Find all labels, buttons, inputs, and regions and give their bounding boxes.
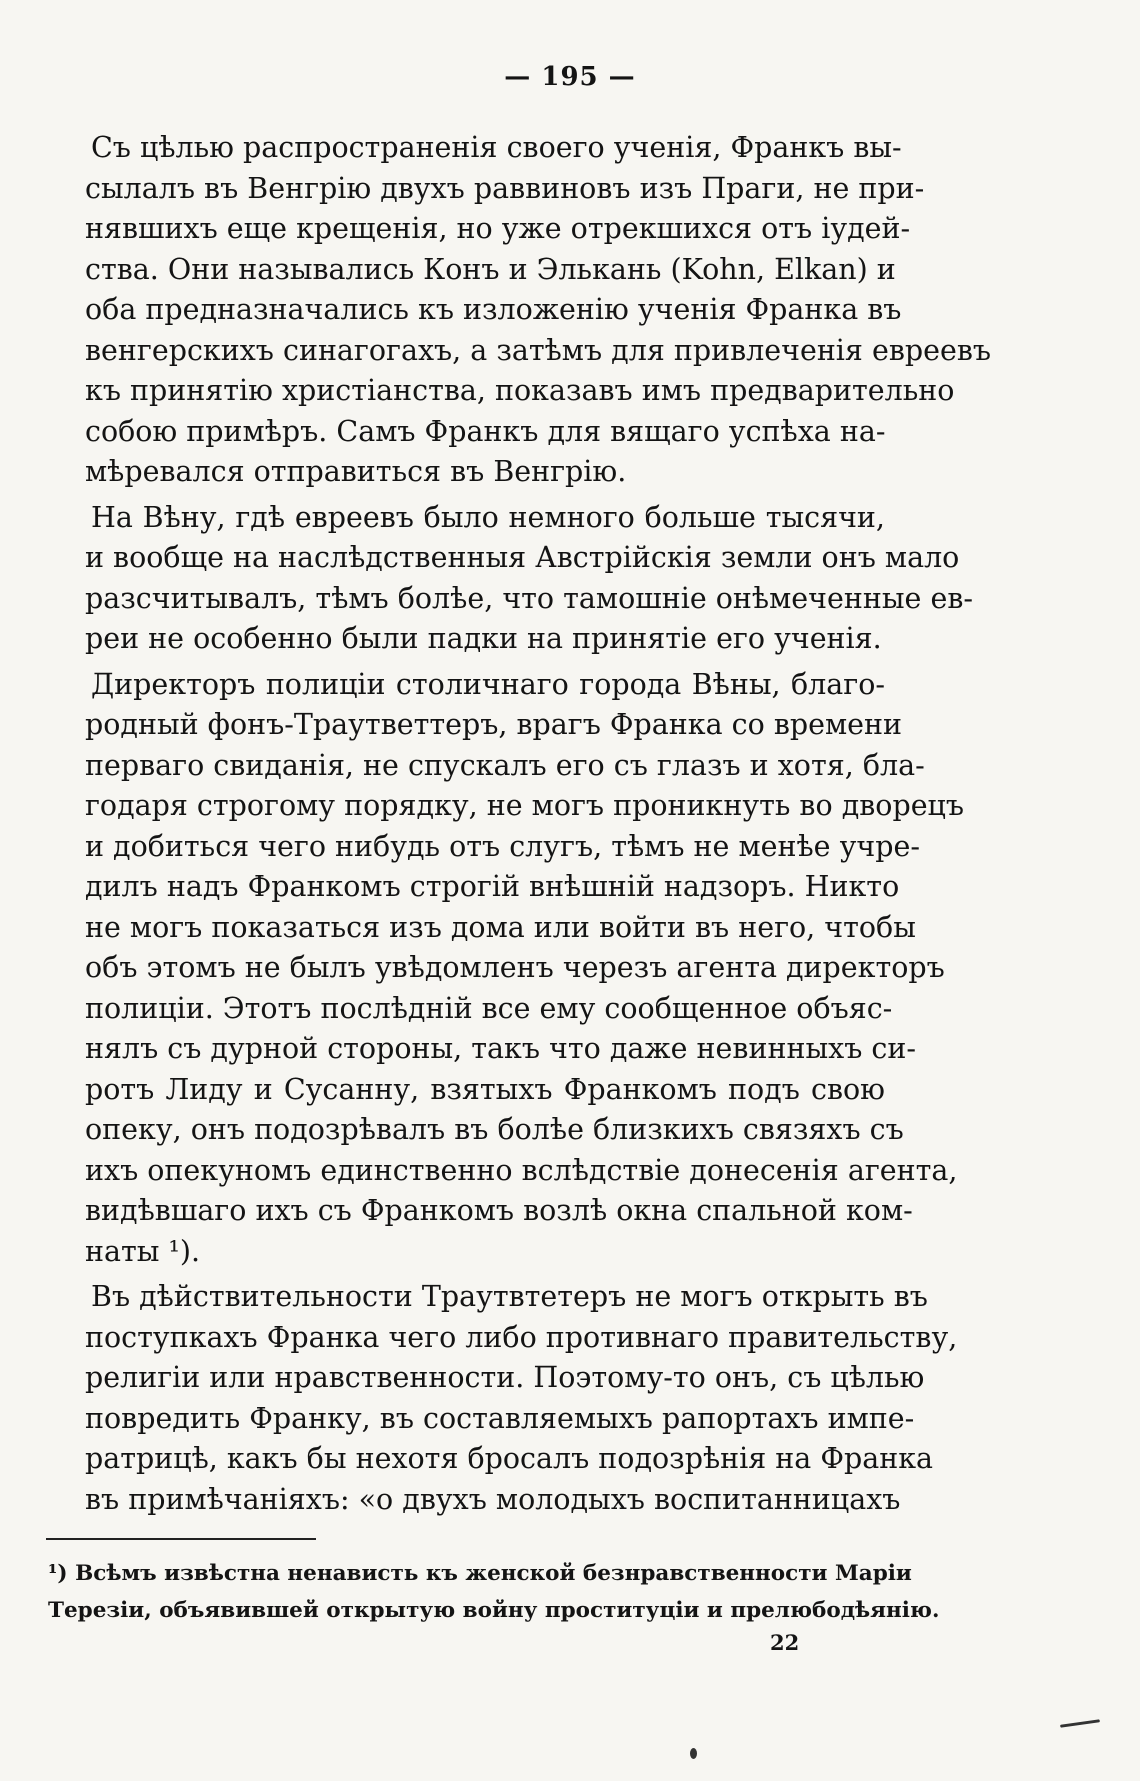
footnote-line: Терезіи, объявившей открытую войну проституціи и прелюбодѣянію.: [48, 1598, 940, 1623]
ink-speck: [690, 1748, 697, 1759]
text-line: На Вѣну, гдѣ евреевъ было немного больше тысячи,: [91, 500, 885, 534]
text-line: дилъ надъ Франкомъ строгій внѣшній надзоръ. Никто: [85, 870, 900, 903]
text-line: Директоръ полиціи столичнаго города Вѣны, благо-: [91, 667, 885, 701]
text-line: ратрицѣ, какъ бы нехотя бросалъ подозрѣнія на Франка: [85, 1442, 934, 1475]
text-line: полиціи. Этотъ послѣдній все ему сообщенное объяс-: [85, 991, 893, 1025]
footnote-marker: ¹): [48, 1561, 68, 1586]
text-line: ства. Они назывались Конъ и Элькань (Kohn, Elkan) и: [85, 252, 896, 286]
text-line: Съ цѣлью распространенія своего ученія, Франкъ вы-: [91, 131, 902, 164]
text-line: опеку, онъ подозрѣвалъ въ болѣе близкихъ связяхъ съ: [85, 1113, 904, 1146]
text-line: венгерскихъ синагогахъ, а затѣмъ для привлеченія евреевъ: [85, 333, 992, 367]
text-line: оба предназначались къ изложенію ученія Франка въ: [85, 293, 902, 326]
footnote: [48, 1555, 940, 1629]
text-line: повредить Франку, въ составляемыхъ рапортахъ импе-: [85, 1401, 915, 1435]
footnote-rule: [46, 1538, 316, 1540]
footnote-line: [48, 1555, 912, 1592]
signature-mark: 22: [770, 1630, 800, 1655]
text-line: въ примѣчаніяхъ: «о двухъ молодыхъ воспитанницахъ: [85, 1482, 901, 1516]
text-line: мѣревался отправиться въ Венгрію.: [85, 455, 627, 488]
text-line: сылалъ въ Венгрію двухъ раввиновъ изъ Праги, не при-: [85, 171, 925, 205]
text-line: нялъ съ дурной стороны, такъ что даже невинныхъ си-: [85, 1032, 916, 1065]
text-line: ротъ Лиду и Сусанну, взятыхъ Франкомъ подъ свою: [85, 1072, 885, 1106]
text-line: къ принятію христіанства, показавъ имъ предварительно: [85, 374, 955, 407]
ink-speck: [1060, 1719, 1100, 1728]
text-line: годаря строгому порядку, не могъ проникнуть во дворецъ: [85, 789, 965, 822]
text-line: не могъ показаться изъ дома или войти въ него, чтобы: [85, 910, 916, 944]
text-line: поступкахъ Франка чего либо противнаго правительству,: [85, 1320, 958, 1354]
text-line: религіи или нравственности. Поэтому-то онъ, съ цѣлью: [85, 1361, 925, 1394]
text-line: Въ дѣйствительности Траутвтетеръ не могъ открыть въ: [91, 1280, 928, 1313]
text-line: и добиться чего нибудь отъ слугъ, тѣмъ не менѣе учре-: [85, 829, 920, 863]
text-line: собою примѣръ. Самъ Франкъ для вящаго успѣха на-: [85, 414, 886, 448]
body-text: [85, 128, 992, 1520]
text-line: наты ¹).: [85, 1234, 201, 1268]
text-line: перваго свиданія, не спускалъ его съ глазъ и хотя, бла-: [85, 748, 925, 782]
text-line: родный фонъ-Траутветтеръ, врагъ Франка со времени: [85, 708, 903, 741]
footnote-text: Всѣмъ извѣстна ненависть къ женской безнравственности Маріи: [75, 1561, 912, 1586]
page-number: — 195 —: [504, 62, 636, 92]
text-line: нявшихъ еще крещенія, но уже отрекшихся отъ іудей-: [85, 212, 911, 245]
text-line: видѣвшаго ихъ съ Франкомъ возлѣ окна спальной ком-: [85, 1194, 913, 1227]
text-line: объ этомъ не былъ увѣдомленъ черезъ агента директоръ: [85, 951, 945, 984]
text-line: реи не особенно были падки на принятіе его ученія.: [85, 622, 882, 655]
text-line: разсчитывалъ, тѣмъ болѣе, что тамошніе онѣмеченные ев-: [85, 581, 973, 615]
text-line: и вообще на наслѣдственныя Австрійскія земли онъ мало: [85, 541, 960, 574]
text-line: ихъ опекуномъ единственно вслѣдствіе донесенія агента,: [85, 1153, 958, 1187]
